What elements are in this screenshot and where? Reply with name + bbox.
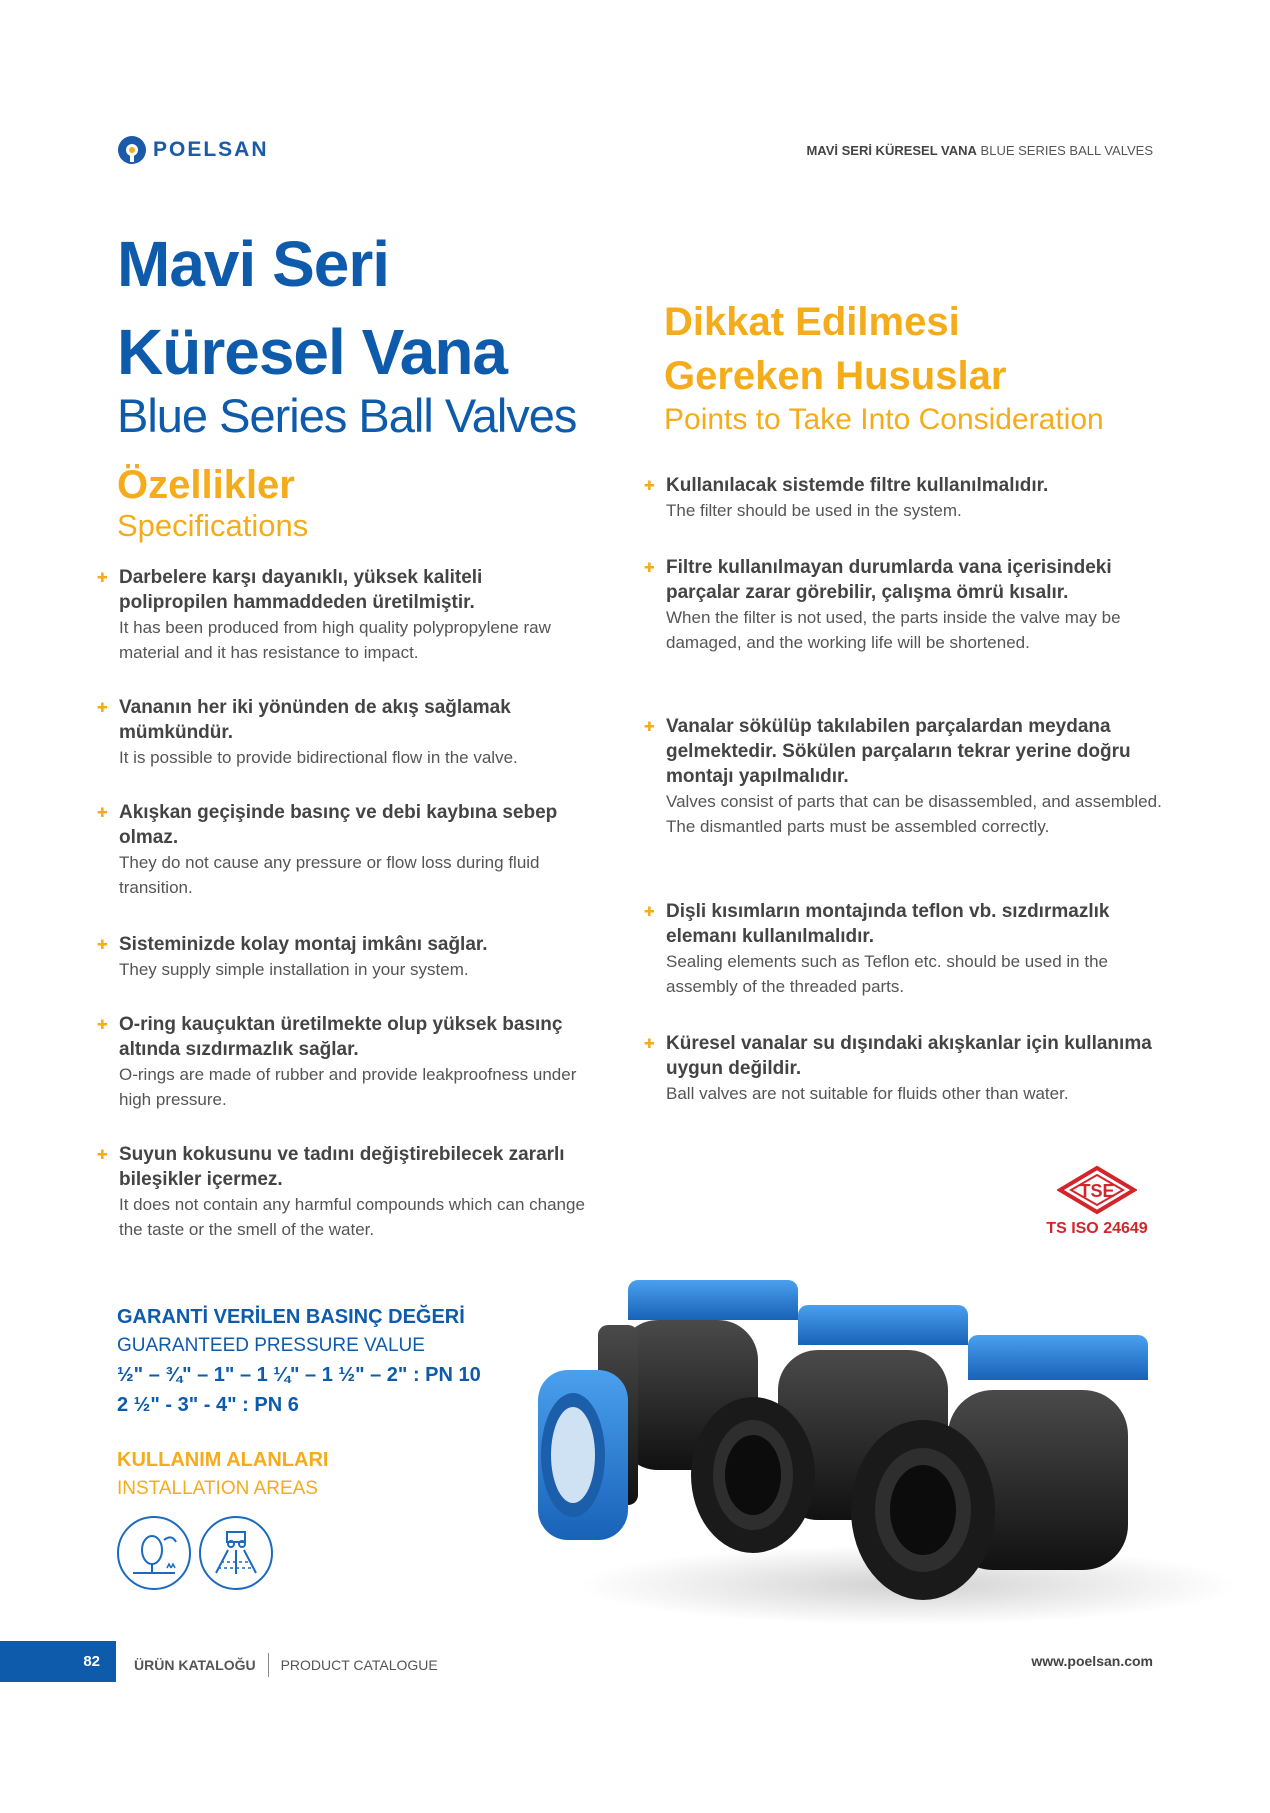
- pressure-line-1: ½" – ¾" – 1" – 1 ¼" – 1 ½" – 2" : PN 10: [117, 1364, 481, 1386]
- consideration-item-en: Sealing elements such as Teflon etc. should be used in the assembly of the threaded parts.: [666, 952, 1108, 996]
- spec-item-tr: ✚ Sisteminizde kolay montaj imkânı sağlar.: [97, 932, 587, 957]
- pressure-line-2: 2 ½" - 3" - 4" : PN 6: [117, 1394, 299, 1416]
- considerations-heading: [664, 295, 1104, 437]
- pressure-title-tr: GARANTİ VERİLEN BASINÇ DEĞERİ: [117, 1306, 465, 1328]
- spec-item: [97, 800, 587, 900]
- spec-item-en: O-rings are made of rubber and provide leakproofness under high pressure.: [119, 1065, 577, 1109]
- consideration-item: [644, 555, 1164, 655]
- footer-catalogue: [134, 1653, 438, 1677]
- footer-divider: [268, 1653, 269, 1677]
- spec-item-tr: ✚ Suyun kokusunu ve tadını değiştirebilecek zararlı bileşikler içermez.: [97, 1142, 587, 1192]
- consideration-item-tr: ✚ Filtre kullanılmayan durumlarda vana içerisindeki parçalar zarar görebilir, çalışma ömrü kısalır.: [644, 555, 1164, 605]
- consideration-item: [644, 473, 1164, 523]
- header-title: [806, 143, 1153, 158]
- spec-item-en: It has been produced from high quality polypropylene raw material and it has resistance to impact.: [119, 618, 551, 662]
- consideration-item-tr: ✚ Dişli kısımların montajında teflon vb. sızdırmazlık elemanı kullanılmalıdır.: [644, 899, 1164, 949]
- consideration-item-en: Ball valves are not suitable for fluids other than water.: [666, 1084, 1069, 1103]
- spec-item: [97, 1012, 587, 1112]
- considerations-heading-en: Points to Take Into Consideration: [664, 403, 1104, 436]
- garden-irrigation-icon: [117, 1516, 191, 1590]
- considerations-heading-tr-2: Gereken Hususlar: [664, 354, 1007, 398]
- header-title-en: BLUE SERIES BALL VALVES: [980, 143, 1153, 158]
- spec-item-tr: ✚ Darbelere karşı dayanıklı, yüksek kaliteli polipropilen hammaddeden üretilmiştir.: [97, 565, 587, 615]
- consideration-item-en: When the filter is not used, the parts inside the valve may be damaged, and the working life will be shortened.: [666, 608, 1121, 652]
- agricultural-irrigation-icon: [199, 1516, 273, 1590]
- page-number: 82: [0, 1641, 116, 1682]
- tse-logo-text: TSE: [1079, 1181, 1115, 1201]
- spec-item-tr: ✚ Vananın her iki yönünden de akış sağlamak mümkündür.: [97, 695, 587, 745]
- footer-catalogue-tr: ÜRÜN KATALOĞU: [134, 1657, 256, 1673]
- footer-catalogue-en: PRODUCT CATALOGUE: [280, 1657, 438, 1673]
- page-title-line1: Mavi Seri: [117, 228, 390, 300]
- spec-item: [97, 932, 587, 982]
- spec-item: [97, 1142, 587, 1242]
- spec-item-en: They supply simple installation in your system.: [119, 960, 469, 979]
- brand-name: POELSAN: [153, 138, 269, 161]
- areas-title-en: INSTALLATION AREAS: [117, 1478, 318, 1499]
- considerations-heading-tr-1: Dikkat Edilmesi: [664, 300, 960, 344]
- specs-heading-tr: Özellikler: [117, 463, 295, 507]
- areas-title-tr: KULLANIM ALANLARI: [117, 1449, 329, 1471]
- brand-logo: [117, 135, 269, 165]
- page-title-line2: Küresel Vana: [117, 316, 507, 388]
- page-title: [117, 220, 507, 396]
- header-title-tr: MAVİ SERİ KÜRESEL VANA: [806, 143, 977, 158]
- spec-item-tr: ✚ Akışkan geçişinde basınç ve debi kaybına sebep olmaz.: [97, 800, 587, 850]
- specs-heading: [117, 458, 308, 544]
- consideration-item: [644, 1031, 1164, 1106]
- spec-item: [97, 565, 587, 665]
- ball-valves-illustration: [528, 1240, 1250, 1640]
- consideration-item-tr: ✚ Kullanılacak sistemde filtre kullanılmalıdır.: [644, 473, 1164, 498]
- spec-item-en: It is possible to provide bidirectional flow in the valve.: [119, 748, 518, 767]
- spec-item-en: They do not cause any pressure or flow loss during fluid transition.: [119, 853, 540, 897]
- spec-item-tr: ✚ O-ring kauçuktan üretilmekte olup yüksek basınç altında sızdırmazlık sağlar.: [97, 1012, 587, 1062]
- website-link[interactable]: www.poelsan.com: [1031, 1653, 1153, 1669]
- consideration-item-tr: ✚ Küresel vanalar su dışındaki akışkanlar için kullanıma uygun değildir.: [644, 1031, 1164, 1081]
- installation-areas: [117, 1445, 328, 1503]
- consideration-item-en: Valves consist of parts that can be disassembled, and assembled. The dismantled parts must be assembled correctly.: [666, 792, 1162, 836]
- consideration-item-tr: ✚ Vanalar sökülüp takılabilen parçalardan meydana gelmektedir. Sökülen parçaların tekrar yerine doğru montajı yapılmalıdır.: [644, 714, 1164, 789]
- tse-logo-icon: [1057, 1165, 1137, 1215]
- consideration-item-en: The filter should be used in the system.: [666, 501, 962, 520]
- consideration-item: [644, 899, 1164, 999]
- poelsan-logo-icon: [117, 135, 147, 165]
- consideration-item: [644, 714, 1164, 839]
- tse-certification: [1042, 1165, 1152, 1238]
- pressure-title-en: GUARANTEED PRESSURE VALUE: [117, 1335, 425, 1356]
- spec-item: [97, 695, 587, 770]
- page-subtitle: Blue Series Ball Valves: [117, 389, 577, 442]
- tse-standard-label: TS ISO 24649: [1046, 1220, 1148, 1237]
- pressure-section: [117, 1302, 617, 1420]
- spec-item-en: It does not contain any harmful compounds which can change the taste or the smell of the water.: [119, 1195, 585, 1239]
- specs-heading-en: Specifications: [117, 508, 309, 543]
